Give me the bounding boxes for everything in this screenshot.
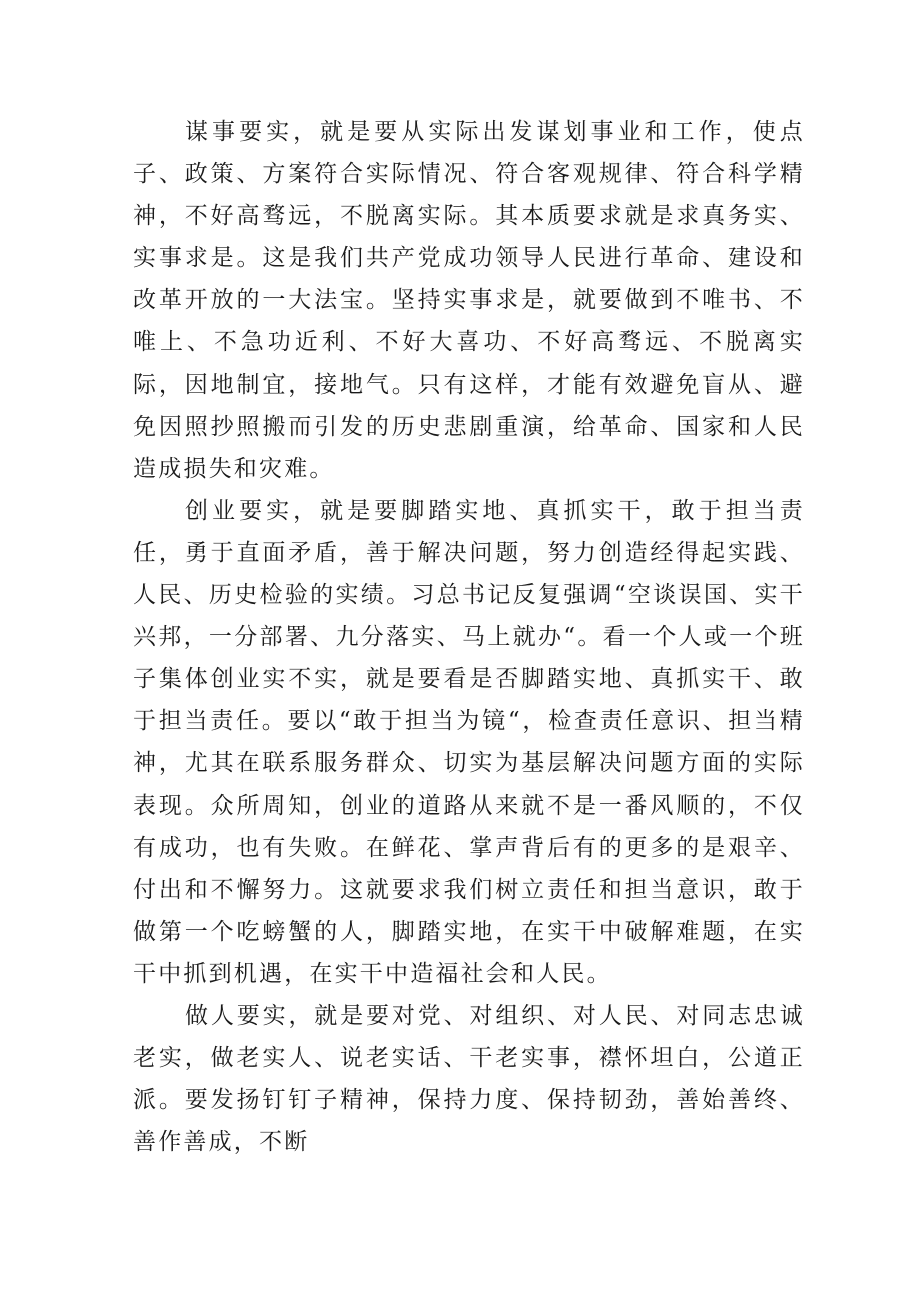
paragraph-entrepreneurship: 创业要实，就是要脚踏实地、真抓实干，敢于担当责任，勇于直面矛盾，善于解决问题，努力创造经得起实践、人民、历史检验的实绩。习总书记反复强调“空谈误国、实干兴邦，一分部署、九分落实、马上就办“。看一个人或一个班子集体创业实不实，就是要看是否脚踏实地、真抓实干、敢于担当责任。要以“敢于担当为镜“，检查责任意识、担当精神，尤其在联系服务群众、切实为基层解决问题方面的实际表现。众所周知，创业的道路从来就不是一番风顺的，不仅有成功，也有失败。在鲜花、掌声背后有的更多的是艰辛、付出和不懈努力。这就要求我们树立责任和担当意识，敢于做第一个吃螃蟹的人，脚踏实地，在实干中破解难题，在实干中抓到机遇，在实干中造福社会和人民。 [133,497,805,987]
document-body [133,111,805,1163]
paragraph-conduct: 做人要实，就是要对党、对组织、对人民、对同志忠诚老实，做老实人、说老实话、干老实事，襟怀坦白，公道正派。要发扬钉钉子精神，保持力度、保持韧劲，善始善终、善作善成，不断 [133,1002,805,1156]
paragraph-planning: 谋事要实，就是要从实际出发谋划事业和工作，使点子、政策、方案符合实际情况、符合客观规律、符合科学精神，不好高骛远，不脱离实际。其本质要求就是求真务实、实事求是。这是我们共产党成功领导人民进行革命、建设和改革开放的一大法宝。坚持实事求是，就要做到不唯书、不唯上、不急功近利、不好大喜功、不好高骛远、不脱离实际，因地制宜，接地气。只有这样，才能有效避免盲从、避免因照抄照搬而引发的历史悲剧重演，给革命、国家和人民造成损失和灾难。 [133,119,805,482]
